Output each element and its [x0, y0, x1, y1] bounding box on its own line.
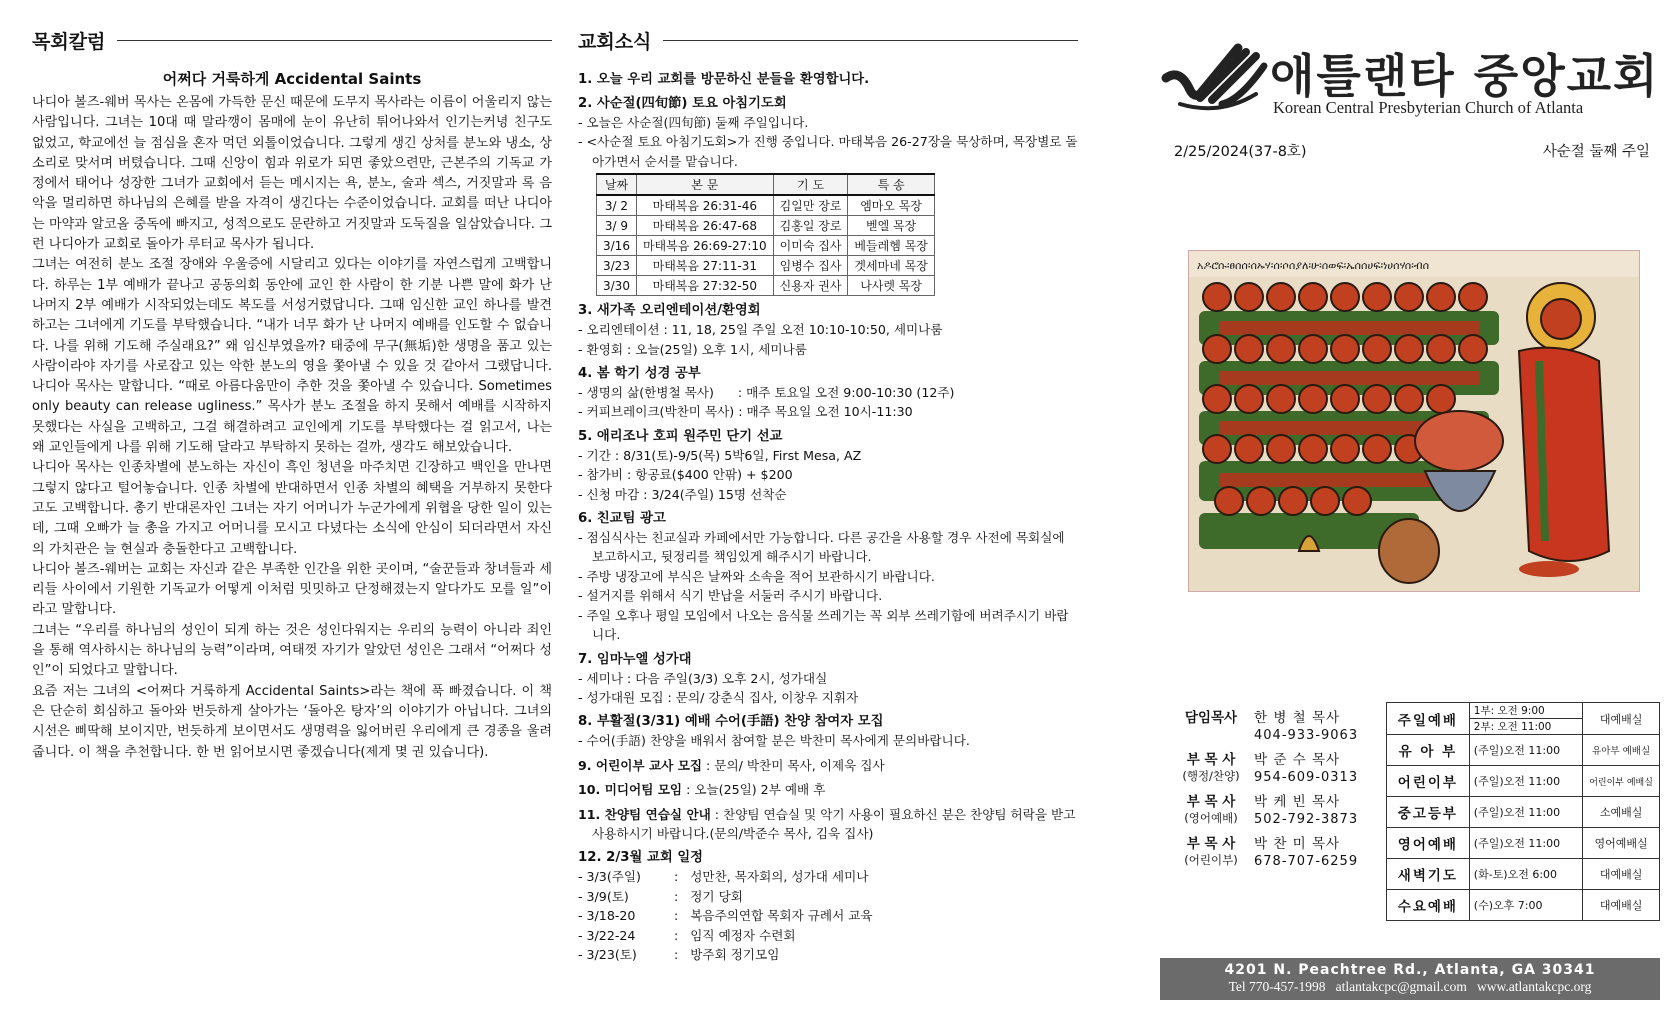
- schedule-date: - 3/23(토): [578, 946, 637, 962]
- news-item-title: 7. 임마누엘 성가대: [578, 651, 692, 667]
- news-item-title-rest: : 찬양팀 연습실 및 악기 사용이 필요하신 분은 찬양팀 허락을 받고 사용하시기 바랍니다.(문의/박준수 목사, 김욱 집사): [592, 806, 1076, 841]
- pastor-info: [1248, 752, 1358, 786]
- church-name-ko: 애틀랜타 중앙교회: [1270, 49, 1660, 103]
- church-logo: [1160, 38, 1660, 128]
- news-item-title: 3. 새가족 오리엔테이션/환영회: [578, 303, 761, 319]
- liturgical-sunday: 사순절 둘째 주일: [1542, 144, 1650, 160]
- pastor-info: [1248, 710, 1358, 744]
- table-row: [597, 276, 935, 296]
- pastor-phone: 678-707-6259: [1254, 854, 1359, 869]
- table-row: [1387, 703, 1660, 719]
- column-paragraph: 나디아 목사는 인종차별에 분노하는 자신이 흑인 청년을 마주치면 긴장하고 백인을 만나면 그렇지 않다고 털어놓습니다. 인종 차별에 반대하면서 인종 차별의 혜택을 거부하지 못한다고도 고백합니다. 총기 반대론자인 그녀는 자기 어머니가 누군가에게 위협을 당한 일이 있는데, 그때 오빠가 늘 총을 가지고 어머니를 모시고 다녔다는 소식에 안심이 되더라면서 자신의 가치관은 늘 현실과 충돌한다고 고백합니다.: [32, 460, 552, 557]
- schedule-event: : 방주회 정기모임: [674, 946, 780, 962]
- service-place: 대예배실: [1583, 703, 1660, 735]
- table-header: 특 송: [848, 174, 934, 195]
- table-row: [1387, 828, 1660, 859]
- column-paragraph: 나디아 볼즈-웨버는 교회는 자신과 같은 부족한 인간을 위한 곳이며, “술꾼들과 창녀들과 세리들 사이에서 기원한 기독교가 어떻게 이처럼 밋밋하고 단정해졌는지 알다가도 모를 일”이라고 말합니다.: [32, 561, 552, 618]
- news-items: [578, 70, 1078, 964]
- service-time: (주일)오전 11:00: [1469, 828, 1582, 859]
- table-cell: 겟세마네 목장: [848, 256, 934, 276]
- news-header-title: 교회소식: [578, 30, 652, 53]
- service-place: 유아부 예배실: [1583, 735, 1660, 766]
- pastor-list: [1174, 710, 1364, 878]
- bulletin-date: 2/25/2024(37-8호): [1174, 144, 1307, 160]
- column-paragraph: 요즘 저는 그녀의 <어쩌다 거룩하게 Accidental Saints>라는 책에 푹 빠졌습니다. 이 책은 단순히 회심하고 돌아와 번듯하게 살아가는 ‘돌아온 탕자’의 이야기가 아닙니다. 그녀의 시선은 삐딱해 보이지만, 번듯하게 보이면서도 생명력을 잃어버린 우리에게 큰 경종을 울려줍니다. 이 책을 추천합니다. 한 번 읽어보시면 좋겠습니다(제게 몇 권 있습니다).: [32, 683, 552, 760]
- news-item-title-rest: : 문의/ 박찬미 목사, 이제욱 집사: [702, 757, 885, 773]
- church-name-en: Korean Central Presbyterian Church of Atlanta: [1273, 98, 1584, 117]
- table-cell: 이미숙 집사: [773, 236, 848, 256]
- service-place: 대예배실: [1583, 859, 1660, 890]
- column-paragraph: 그녀는 “우리를 하나님의 성인이 되게 하는 것은 성인다워지는 우리의 능력이 아니라 죄인을 통해 역사하시는 하나님의 능력”이라며, 여태껏 자기가 알았던 성인은 그래서 “어쩌다 성인”이 되었다고 말합니다.: [32, 622, 552, 679]
- schedule-event: : 정기 당회: [674, 888, 743, 904]
- news-item: [578, 427, 1078, 504]
- table-cell: 3/ 9: [597, 216, 637, 236]
- table-cell: 김일만 장로: [773, 195, 848, 216]
- news-item: [578, 805, 1078, 844]
- table-header: 기 도: [773, 174, 848, 195]
- column-header-title: 목회칼럼: [32, 30, 106, 53]
- news-item-title-bold: 11. 찬양팀 연습실 안내: [578, 806, 711, 822]
- table-header: 날짜: [597, 174, 637, 195]
- service-time: (수)오후 7:00: [1469, 890, 1582, 921]
- pastor-info: [1248, 836, 1358, 870]
- service-name: 새벽기도: [1387, 859, 1470, 890]
- divider: [663, 40, 1078, 41]
- news-item-title: 5. 애리조나 호피 원주민 단기 선교: [578, 428, 783, 444]
- table-row: [597, 195, 935, 216]
- table-cell: 마태복음 26:47-68: [636, 216, 773, 236]
- service-name: 중고등부: [1387, 797, 1470, 828]
- pastor-role-title: 부 목 사: [1186, 836, 1236, 852]
- news-item-title: [578, 756, 1078, 775]
- foot-washing-artwork: [1188, 250, 1640, 592]
- schedule-row: [578, 906, 1078, 925]
- schedule-row: [578, 945, 1078, 964]
- table-header-row: [597, 174, 935, 195]
- pastor-entry: [1174, 752, 1364, 786]
- news-item-title: 1. 오늘 우리 교회를 방문하신 분들을 환영합니다.: [578, 72, 870, 87]
- service-time: (주일)오전 11:00: [1469, 797, 1582, 828]
- pastor-role: [1174, 836, 1248, 870]
- church-address: 4201 N. Peachtree Rd., Atlanta, GA 30341: [1224, 962, 1596, 978]
- pastor-column: [32, 0, 552, 763]
- news-item-title: 6. 친교팀 광고: [578, 511, 666, 527]
- service-time: (화-토)오전 6:00: [1469, 859, 1582, 890]
- table-header: 본 문: [636, 174, 773, 195]
- table-row: [597, 236, 935, 256]
- news-line: - 커피브레이크(박찬미 목사) : 매주 목요일 오전 10시-11:30: [578, 404, 913, 420]
- news-item-title: 12. 2/3월 교회 일정: [578, 850, 704, 866]
- service-name: 유 아 부: [1387, 735, 1470, 766]
- service-time: 1부: 오전 9:00: [1469, 703, 1582, 719]
- pastor-info: [1248, 794, 1358, 828]
- table-cell: 나사렛 목장: [848, 276, 934, 296]
- pastor-role-title: 부 목 사: [1186, 752, 1236, 768]
- prayer-schedule-table: [596, 173, 935, 296]
- schedule-row: [578, 867, 1078, 886]
- pastor-entry: [1174, 710, 1364, 744]
- news-item: [578, 94, 1078, 296]
- service-time: (주일)오전 11:00: [1469, 766, 1582, 797]
- pastor-role-title: 담임목사: [1184, 710, 1238, 726]
- worship-schedule-table: [1386, 702, 1660, 921]
- table-cell: 3/23: [597, 256, 637, 276]
- column-title: 어쩌다 거룩하게 Accidental Saints: [162, 70, 422, 88]
- news-line: - 세미나 : 다음 주일(3/3) 오후 2시, 성가대실: [578, 670, 828, 686]
- news-line: - 참가비 : 항공료($400 안팎) + $200: [578, 467, 793, 483]
- news-line: - 주방 냉장고에 부식은 날짜와 소속을 적어 보관하시기 바랍니다.: [578, 568, 935, 584]
- schedule-date: - 3/18-20: [578, 908, 636, 924]
- table-cell: 엠마오 목장: [848, 195, 934, 216]
- service-time: (주일)오전 11:00: [1469, 735, 1582, 766]
- pastor-role: [1174, 794, 1248, 828]
- news-item: [578, 364, 1078, 422]
- news-item-title-bold: 9. 어린이부 교사 모집: [578, 757, 703, 773]
- service-place: 영어예배실: [1583, 828, 1660, 859]
- pastor-role-sub: (영어예배): [1184, 811, 1238, 825]
- table-cell: 김홍일 장로: [773, 216, 848, 236]
- church-logo-mark: [1160, 38, 1270, 118]
- schedule-date: - 3/9(토): [578, 888, 629, 904]
- pastor-phone: 954-609-0313: [1254, 770, 1359, 785]
- news-item-title: 8. 부활절(3/31) 예배 수어(手語) 찬양 참여자 모집: [578, 714, 884, 730]
- news-item-title: 2. 사순절(四旬節) 토요 아침기도회: [578, 96, 787, 111]
- news-line: - 기간 : 8/31(토)-9/5(목) 5박6일, First Mesa, AZ: [578, 447, 862, 463]
- schedule-event: : 임직 예정자 수련회: [674, 927, 796, 943]
- news-item-title: 4. 봄 학기 성경 공부: [578, 366, 701, 382]
- schedule-date: - 3/22-24: [578, 927, 636, 943]
- news-item: [578, 780, 1078, 799]
- news-line: - 생명의 삶(한병철 목사) : 매주 토요일 오전 9:00-10:30 (12주): [578, 385, 955, 401]
- schedule-event: : 복음주의연합 목회자 규례서 교육: [674, 908, 873, 924]
- news-line: - 점심식사는 친교실과 카페에서만 가능합니다. 다른 공간을 사용할 경우 사전에 목회실에 보고하시고, 뒷정리를 책임있게 해주시기 바랍니다.: [578, 530, 1065, 565]
- pastor-role: [1174, 752, 1248, 786]
- table-cell: 3/16: [597, 236, 637, 256]
- church-contact: Tel 770-457-1998 atlantakcpc@gmail.com www.atlantakcpc.org: [1228, 979, 1592, 994]
- service-name: 주일예배: [1387, 703, 1470, 735]
- service-time: 2부: 오전 11:00: [1469, 719, 1582, 735]
- table-row: [1387, 890, 1660, 921]
- artwork-image: [1189, 251, 1639, 591]
- news-header: [578, 20, 1078, 60]
- pastor-role-sub: (어린이부): [1184, 853, 1238, 867]
- pastor-role-sub: (행정/찬양): [1182, 769, 1240, 783]
- news-item: [578, 301, 1078, 359]
- table-row: [597, 256, 935, 276]
- service-name: 영어예배: [1387, 828, 1470, 859]
- table-cell: 마태복음 26:69-27:10: [636, 236, 773, 256]
- column-paragraph: 그녀는 여전히 분노 조절 장애와 우울증에 시달리고 있다는 이야기를 자연스럽게 고백합니다. 하루는 1부 예배가 끝나고 공동의회 동안에 교인 한 사람이 한 기분 나쁜 말에 화가 난 나머지 2부 예배가 시작되었는데도 복도를 서성거렸답니다. 그때 임신한 교인 하나를 발견하고는 그녀에게 기도를 부탁했습니다. “내가 너무 화가 난 나머지 예배를 인도할 수 없습니다. 나를 위해 기도해 주실래요?” 왜 임신부였을까? 태중에 무구(無垢)한 생명을 품고 있는 사람이라야 자기를 사로잡고 있는 악한 분노의 영을 쫓아낼 수 있을 것 같아서 그랬답니다. 나디아 목사는 말합니다. “때로 아름다움만이 추한 것을 쫓아낼 수 있습니다. Sometimes only beauty can release ugliness.” 목사가 분노 조절을 하지 못해서 예배를 시작하지 못했다는 사실을 고백하고, 그걸 해결하려고 교인에게 기도를 부탁했다는 걸 읽고서, 나는 왜 교인들에게 나를 위해 기도해 달라고 부탁하지 못하는 걸까, 생각도 해보았습니다.: [32, 257, 552, 456]
- schedule-row: [578, 926, 1078, 945]
- news-line: - 설거지를 위해서 식기 반납을 서둘러 주시기 바랍니다.: [578, 588, 883, 604]
- table-cell: 마태복음 26:31-46: [636, 195, 773, 216]
- news-line: - 오늘은 사순절(四旬節) 둘째 주일입니다.: [578, 115, 809, 130]
- church-news: [578, 0, 1078, 969]
- pastor-name: 박 준 수 목사: [1254, 752, 1341, 768]
- table-row: [1387, 797, 1660, 828]
- column-header: [32, 20, 552, 60]
- column-paragraph: 나디아 볼즈-웨버 목사는 온몸에 가득한 문신 때문에 도무지 목사라는 이름이 어울리지 않는 사람입니다. 그녀는 10대 때 말라깽이 몸매에 눈이 유난히 튀어나와서 인기는커녕 친구도 없었고, 학교에선 늘 점심을 혼자 먹던 외톨이었습니다. 그렇게 생긴 상처를 분노와 냉소, 상소리로 맞서며 버텼습니다. 그때 신앙이 힘과 위로가 되면 좋았으련만, 근본주의 기독교 가정에서 태어나 성장한 그녀가 교회에서 듣는 메시지는 욕, 분노, 술과 섹스, 거짓말과 록 음악을 멀리하면 하나님의 은혜를 받을 자격이 생긴다는 수준이었습니다. 교회를 떠난 나디아는 마약과 알코올 중독에 빠지고, 성적으로도 문란하고 거짓말과 도둑질을 일삼았습니다. 그런 나디아가 교회로 돌아가 루터교 목사가 됩니다.: [32, 95, 552, 253]
- news-item-title-bold: 10. 미디어팀 모임: [578, 782, 683, 798]
- pastor-name: 한 병 철 목사: [1254, 710, 1341, 726]
- pastor-phone: 404-933-9063: [1254, 728, 1359, 743]
- news-item: [578, 650, 1078, 708]
- service-place: 소예배실: [1583, 797, 1660, 828]
- table-row: [1387, 735, 1660, 766]
- service-name: 수요예배: [1387, 890, 1470, 921]
- pastor-name: 박 케 빈 목사: [1254, 794, 1341, 810]
- pastor-entry: [1174, 794, 1364, 828]
- table-row: [1387, 766, 1660, 797]
- news-line: - 수어(手語) 찬양을 배워서 참여할 분은 박찬미 목사에게 문의바랍니다.: [578, 733, 970, 749]
- table-cell: 베들레헴 목장: [848, 236, 934, 256]
- news-line: - 주일 오후나 평일 모임에서 나오는 음식물 쓰레기는 꼭 외부 쓰레기함에 버려주시기 바랍니다.: [578, 607, 1069, 643]
- artwork-caption: አዶሮሱ፡ፀሰሰ፡ሰኡሃ፡ሰ፡ሶሰያለ፡ሁ፡ሰወፍ፡ኤሰሰሀፍ፡ነሀሰሃሰ፡ብሰ: [1197, 259, 1430, 272]
- table-cell: 마태복음 27:32-50: [636, 276, 773, 296]
- schedule-row: [578, 887, 1078, 906]
- news-item: [578, 509, 1078, 644]
- bulletin-date-line: [1174, 140, 1650, 161]
- church-footer: [1160, 958, 1660, 1000]
- table-cell: 벧엘 목장: [848, 216, 934, 236]
- pastor-role-title: 부 목 사: [1186, 794, 1236, 810]
- service-name: 어린이부: [1387, 766, 1470, 797]
- table-cell: 신용자 권사: [773, 276, 848, 296]
- service-place: 대예배실: [1583, 890, 1660, 921]
- table-cell: 3/30: [597, 276, 637, 296]
- table-row: [597, 216, 935, 236]
- news-item-title: [578, 805, 1078, 844]
- news-item: [578, 756, 1078, 775]
- service-place: 어린이부 예배실: [1583, 766, 1660, 797]
- news-item-title: [578, 780, 1078, 799]
- table-cell: 임병수 집사: [773, 256, 848, 276]
- news-line: - 환영회 : 오늘(25일) 오후 1시, 세미나룸: [578, 341, 807, 357]
- pastor-role: [1174, 710, 1248, 744]
- news-line: - 신청 마감 : 3/24(주일) 15명 선착순: [578, 486, 787, 502]
- pastor-name: 박 찬 미 목사: [1254, 836, 1341, 852]
- news-line: - 오리엔테이션 : 11, 18, 25일 주일 오전 10:10-10:50, 세미나룸: [578, 322, 943, 338]
- news-item: [578, 712, 1078, 750]
- pastor-entry: [1174, 836, 1364, 870]
- table-row: [1387, 859, 1660, 890]
- table-cell: 3/ 2: [597, 195, 637, 216]
- schedule-event: : 성만찬, 목자회의, 성가대 세미나: [674, 869, 869, 885]
- news-item: [578, 70, 1078, 89]
- news-item: [578, 848, 1078, 964]
- pastor-phone: 502-792-3873: [1254, 812, 1359, 827]
- news-item-title-rest: : 오늘(25일) 2부 예배 후: [682, 782, 826, 798]
- table-cell: 마태복음 27:11-31: [636, 256, 773, 276]
- divider: [117, 40, 552, 41]
- news-line: - 성가대원 모집 : 문의/ 강춘식 집사, 이창우 지휘자: [578, 689, 859, 705]
- schedule-date: - 3/3(주일): [578, 869, 641, 885]
- news-line: - <사순절 토요 아침기도회>가 진행 중입니다. 마태복음 26-27장을 묵상하며, 목장별로 돌아가면서 순서를 맡습니다.: [578, 134, 1078, 169]
